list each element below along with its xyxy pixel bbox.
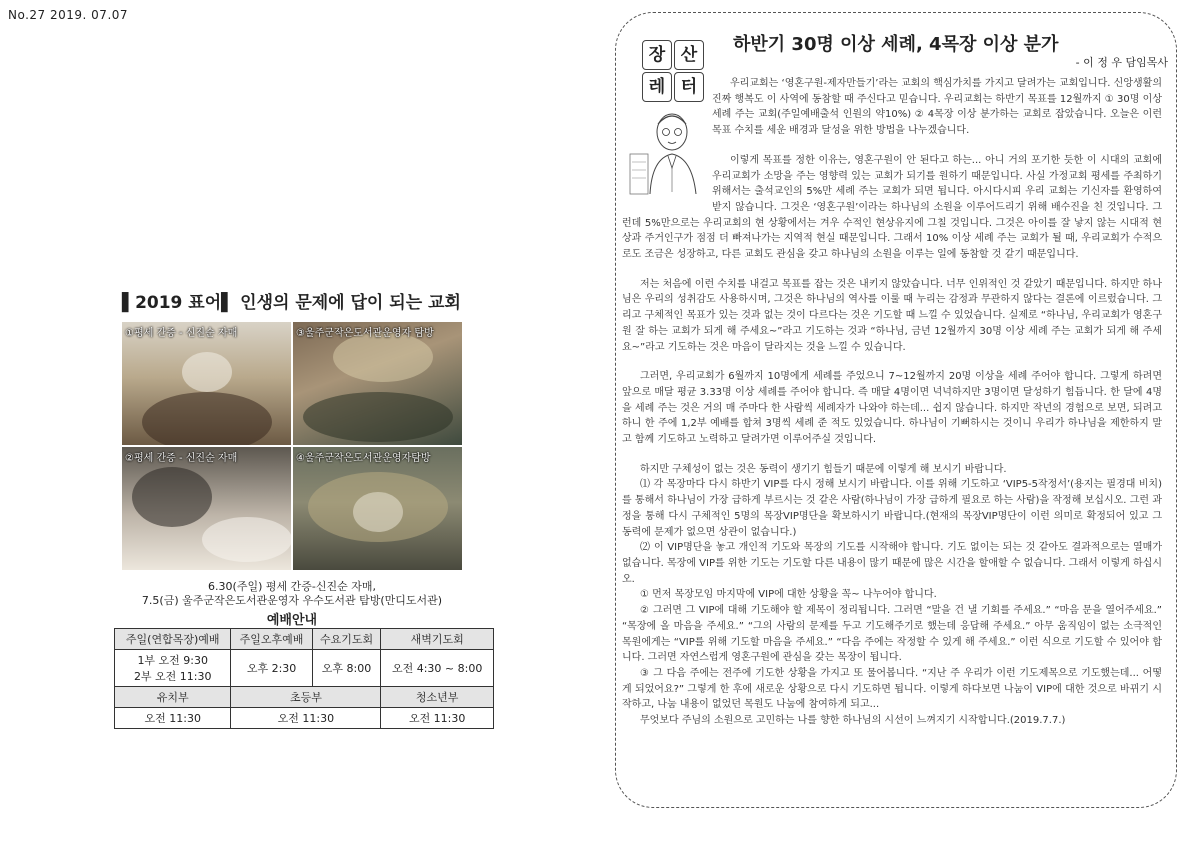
table-cell: 오후 8:00 <box>312 650 381 687</box>
table-header-row <box>115 687 494 708</box>
letter-paragraph: 이렇게 목표를 정한 이유는, 영혼구원이 안 된다고 하는... 아니 거의 포기한 듯한 이 시대의 교회에 우리교회가 소망을 주는 영향력 있는 교회가 되기를 원하기 때문입니다. 사실 가정교회 평세를 주최하기 위해서는 출석교인의 5%만 세례 주는 교회가 되면 됩니다. 아시다시피 우리 교회는 기신자를 환영하여 받지 않습니다. 그것은 ‘영혼구원’이라는 하나님의 소원을 이루어드리기 위해 배수진을 친 것입니다. 그런데 5%만으로는 우리교회의 현 상황에서는 겨우 수적인 현상유지에 그칠 것입니다. 그것은 아이를 잘 낳지 않는 시대적 현상과 주거인구가 점점 더 빠져나가는 지역적 현실 때문입니다. 그래서 10% 이상 세례 주는 교회가 될 때, 우리교회가 수적으로도 조금은 성장하고, 다른 교회도 관심을 갖고 하나님의 소원을 이루는 일에 동참할 것 같기 때문입니다. <box>622 154 1162 261</box>
table-row <box>115 708 494 729</box>
list-item: ⑴ 각 목장마다 다시 하반기 VIP를 다시 정해 보시기 바랍니다. 이를 위해 기도하고 ‘VIP5-5작정서’(용지는 필경대 비치)를 통해서 하나님이 가장 급하게 부르시는 것 같은 사람(하나님이 가장 급하게 필요로 하는 사람)을 작정해 보십시오. 그런 과정을 통해 다시 구체적인 5명의 목장VIP명단을 확보하시기 바랍니다.(현재의 목장VIP명단이 이런 의미로 확정되어 있고 그 동력에 문제가 없으면 상관이 없습니다.) <box>622 479 1162 538</box>
photo-caption: ①평세 간증 - 신진순 자매 <box>125 328 238 339</box>
letter-paragraph: 우리교회는 ‘영혼구원-제자만들기’라는 교회의 핵심가치를 가지고 달려가는 교회입니다. 신앙생활의 진짜 행복도 이 사역에 동참할 때 주신다고 믿습니다. 우리교회는 하반기 목표를 12월까지 ① 30명 이상 세례 주는 교회(주일예배출석 인원의 약10%) ② 4목장 이상 분가하는 교회로 잡았습니다. 오늘은 이런 목표 수치를 세운 배경과 달성을 위한 방법을 나누겠습니다. <box>712 78 1162 137</box>
table-header-cell: 청소년부 <box>381 687 494 708</box>
photo-caption: ③울주군작은도서관운영자 탐방 <box>296 328 434 339</box>
table-header-cell: 초등부 <box>231 687 381 708</box>
table-cell: 1부 오전 9:30 2부 오전 11:30 <box>115 650 231 687</box>
worship-guide-title: 예배안내 <box>266 613 318 628</box>
photo-grid <box>122 322 462 570</box>
photo-testimony-2 <box>122 447 291 570</box>
letter-headline: 하반기 30명 이상 세례, 4목장 이상 분가 <box>733 34 1059 55</box>
photo-caption: ②평세 간증 - 신진순 자매 <box>125 453 238 464</box>
letter-paragraph: 저는 처음에 이런 수치를 내걸고 목표를 잡는 것은 내키지 않았습니다. 너무 인위적인 것 같았기 때문입니다. 하지만 하나님은 우리의 성취감도 사용하시며, 그것은 하나님의 역사를 이룰 때 누리는 감정과 무관하지 않다는 결론에 이르렀습니다. 그리고 구체적인 목표가 있는 것과 없는 것이 다르다는 것은 기도할 때 느낄 수 있었습니다. 실제로 “하나님, 우리교회가 영혼구원 잘 하는 교회가 되게 해 주세요~”라고 기도하는 것과 “하나님, 금년 12월까지 30명 이상 세례 주는 교회가 되게 해 주세요~”라고 기도하는 것은 마음이 달라지는 것을 느낄 수 있습니다. <box>622 278 1162 353</box>
letter-byline: - 이 정 우 담임목사 <box>1075 56 1168 69</box>
table-header-cell: 주일(연합목장)예배 <box>115 629 231 650</box>
table-cell: 오후 2:30 <box>231 650 312 687</box>
table-row <box>115 650 494 687</box>
list-intro: 하지만 구체성이 없는 것은 동력이 생기기 힘들기 때문에 이렇게 해 보시기 바랍니다. <box>640 463 1007 475</box>
photo-library-1 <box>293 322 462 445</box>
list-item: ③ 그 다음 주에는 전주에 기도한 상황을 가지고 또 물어봅니다. “지난 주 우리가 이런 기도제목으로 기도했는데... 어떻게 되었어요?” 그렇게 한 후에 새로운 상황으로 다시 기도하면 됩니다. 이렇게 하다보면 나눔이 VIP에 대한 것으로 바뀌기 시작하고, 나눔 내용이 없었던 목원도 나눔에 참여하게 되고... <box>622 667 1162 711</box>
photo-caption: ④울주군작은도서관운영자탐방 <box>296 453 431 464</box>
worship-schedule-table <box>114 628 494 729</box>
column-badge: 레 <box>642 72 672 102</box>
table-cell: 오전 11:30 <box>231 708 381 729</box>
table-cell: 오전 11:30 <box>381 708 494 729</box>
list-item: ② 그러면 그 VIP에 대해 기도해야 할 제목이 정리됩니다. 그러면 “말을 건 낼 기회를 주세요.” “마음 문을 열어주세요.” “목장에 올 마음을 주세요.” “그의 사람의 문제를 두고 기도해주기로 했는데 응답해 주세요.” 아무 움직임이 없는 소극적인 목원에게는 “VIP를 위해 기도할 마음을 주세요.” “다음 주에는 작정할 수 있게 해 주세요.” 이런 식으로 기도할 수 있어야 합니다. 그러면 자연스럽게 영혼구원에 관심을 갖는 목장이 됩니다. <box>622 605 1162 664</box>
photo-testimony-1 <box>122 322 291 445</box>
list-item: ① 먼저 목장모임 마지막에 VIP에 대한 상황을 꼭~ 나누어야 합니다. <box>640 589 937 601</box>
closing-line: 무엇보다 주님의 소원으로 고민하는 나를 향한 하나님의 시선이 느껴지기 시작합니다.(2019.7.7.) <box>640 715 1066 727</box>
photo-library-2 <box>293 447 462 570</box>
photo-description <box>122 580 462 608</box>
table-cell: 오전 11:30 <box>115 708 231 729</box>
column-badge: 터 <box>674 72 704 102</box>
letter-body <box>622 76 1162 729</box>
table-header-cell: 새벽기도회 <box>381 629 494 650</box>
column-badge: 장 <box>642 40 672 70</box>
photo-description-line: 7.5(금) 울주군작은도서관운영자 우수도서관 탐방(만디도서관) <box>141 594 443 607</box>
letter-paragraph: 그러면, 우리교회가 6월까지 10명에게 세례를 주었으니 7~12월까지 20명 이상을 세례 주어야 합니다. 그렇게 하려면 앞으로 매달 평균 3.33명 이상 세례를 주어야 합니다. 즉 매달 4명이면 넉넉하지만 3명이면 달성하기 힘듭니다. 한 달에 4명을 세례 주는 것은 거의 매 주마다 한 사람씩 세례자가 나와야 하는데... 쉽지 않습니다. 하지만 작년의 경험으로 보면, 되려고 하니 한 주에 1,2부 예배를 합쳐 3명씩 세례 준 적도 있었습니다. 하나님이 기뻐하시는 것이니 우리가 하나님을 제한하지 말고 함께 기도하고 노력하고 달려가면 이루어주실 것입니다. <box>622 371 1162 446</box>
photo-description-line: 6.30(주일) 평세 간증-신진순 자매, <box>208 580 376 593</box>
table-cell: 오전 4:30 ~ 8:00 <box>381 650 494 687</box>
motto-title: ▌2019 표어▌ 인생의 문제에 답이 되는 교회 <box>122 293 461 313</box>
issue-number: No.27 2019. 07.07 <box>8 8 129 22</box>
column-badge: 산 <box>674 40 704 70</box>
list-item: ⑵ 이 VIP명단을 놓고 개인적 기도와 목장의 기도를 시작해야 합니다. 기도 없이는 되는 것 같아도 결과적으로는 열매가 없습니다. 목장에 VIP를 위한 기도는 기도할 다른 내용이 많기 때문에 많은 시간을 할애할 수 없습니다. 그래서 이렇게 하십시오. <box>622 542 1162 585</box>
table-header-row <box>115 629 494 650</box>
letter-list <box>622 462 1162 729</box>
table-header-cell: 유치부 <box>115 687 231 708</box>
table-header-cell: 수요기도회 <box>312 629 381 650</box>
table-header-cell: 주일오후예배 <box>231 629 312 650</box>
